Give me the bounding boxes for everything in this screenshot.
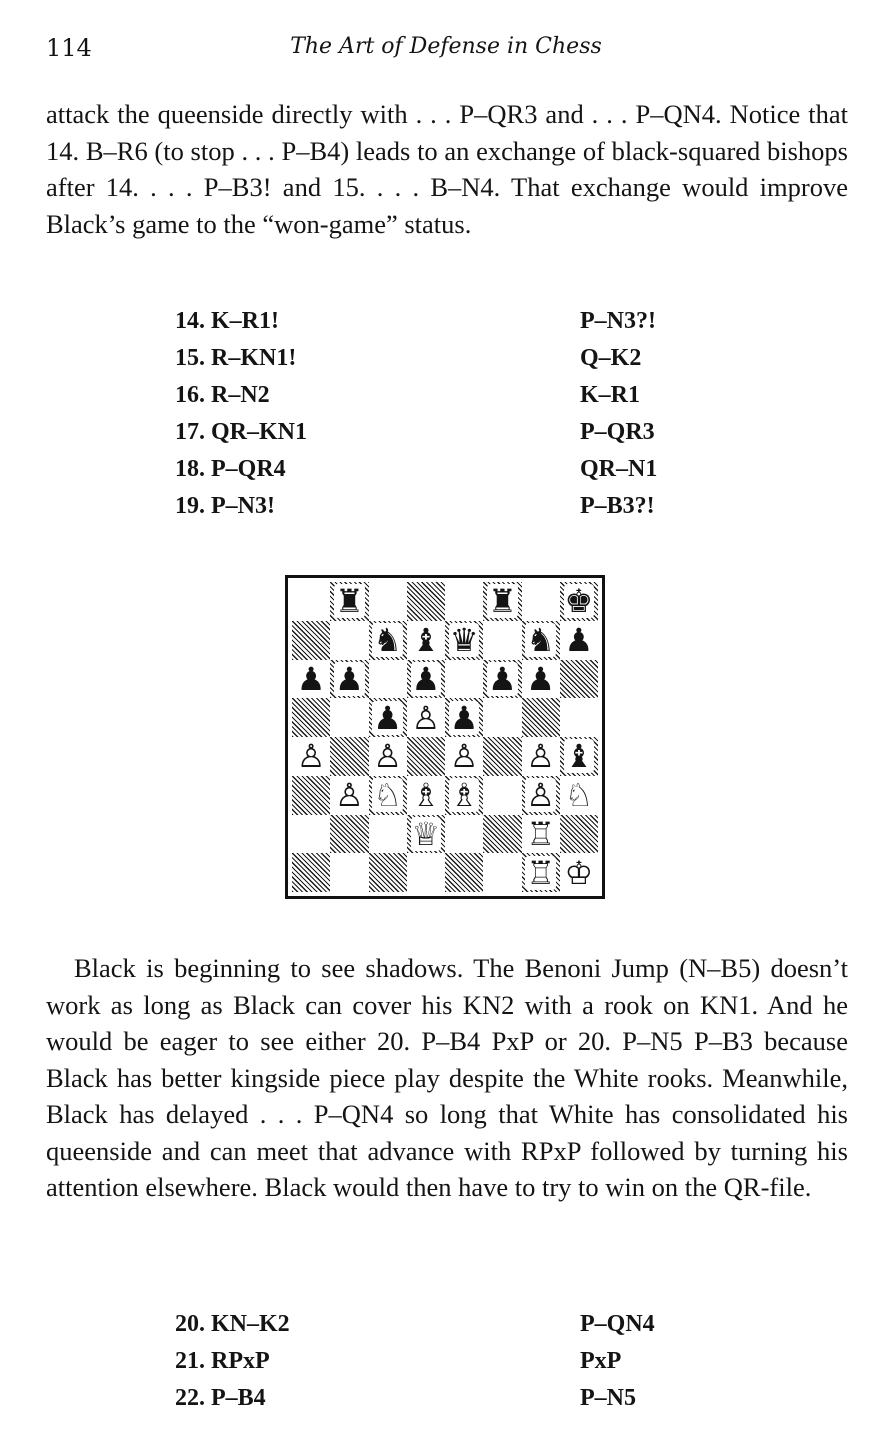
square-g4 bbox=[522, 737, 560, 776]
square-g1 bbox=[522, 853, 560, 892]
black-queen-icon: ♛ bbox=[449, 621, 479, 660]
white-move: 18. P–QR4 bbox=[175, 456, 286, 482]
white-bishop-icon: ♗ bbox=[411, 776, 441, 815]
square-a8 bbox=[292, 582, 330, 621]
square-h2 bbox=[560, 815, 598, 854]
black-move: Q–K2 bbox=[580, 345, 642, 371]
square-d8 bbox=[407, 582, 445, 621]
black-move: P–B3?! bbox=[580, 493, 655, 519]
white-pawn-icon: ♙ bbox=[373, 737, 402, 776]
black-rook-icon: ♜ bbox=[488, 582, 517, 621]
move-row bbox=[175, 488, 735, 525]
square-b5 bbox=[330, 698, 368, 737]
black-move: P–QR3 bbox=[580, 419, 655, 445]
white-knight-icon: ♘ bbox=[564, 776, 594, 815]
square-b7 bbox=[330, 621, 368, 660]
square-a2 bbox=[292, 815, 330, 854]
square-b4 bbox=[330, 737, 368, 776]
square-d2 bbox=[407, 815, 445, 854]
square-a6 bbox=[292, 660, 330, 699]
page-number: 114 bbox=[46, 34, 92, 62]
running-title: The Art of Defense in Chess bbox=[290, 34, 602, 59]
black-pawn-icon: ♟ bbox=[373, 698, 402, 737]
black-knight-icon: ♞ bbox=[373, 621, 402, 660]
square-e5 bbox=[445, 698, 483, 737]
chess-board bbox=[292, 582, 598, 892]
square-f2 bbox=[483, 815, 521, 854]
square-b3 bbox=[330, 776, 368, 815]
white-move: 14. K–R1! bbox=[175, 308, 279, 334]
black-rook-icon: ♜ bbox=[335, 582, 364, 621]
white-rook-icon: ♖ bbox=[526, 853, 555, 892]
white-move: 20. KN–K2 bbox=[175, 1311, 290, 1337]
black-pawn-icon: ♟ bbox=[296, 659, 326, 698]
square-d6 bbox=[407, 660, 445, 699]
black-pawn-icon: ♟ bbox=[488, 659, 517, 698]
white-move: 21. RPxP bbox=[175, 1348, 270, 1374]
black-move: QR–N1 bbox=[580, 456, 658, 482]
square-c3 bbox=[369, 776, 407, 815]
square-d3 bbox=[407, 776, 445, 815]
square-g8 bbox=[522, 582, 560, 621]
square-f5 bbox=[483, 698, 521, 737]
black-pawn-icon: ♟ bbox=[335, 659, 364, 698]
chess-diagram bbox=[285, 575, 605, 899]
white-move: 16. R–N2 bbox=[175, 382, 270, 408]
white-move: 22. P–B4 bbox=[175, 1385, 266, 1411]
black-pawn-icon: ♟ bbox=[564, 621, 594, 660]
square-c1 bbox=[369, 853, 407, 892]
square-c2 bbox=[369, 815, 407, 854]
black-move: P–QN4 bbox=[580, 1311, 655, 1337]
black-king-icon: ♚ bbox=[564, 582, 594, 621]
square-f1 bbox=[483, 853, 521, 892]
white-move: 15. R–KN1! bbox=[175, 345, 297, 371]
black-move: P–N3?! bbox=[580, 308, 656, 334]
square-d4 bbox=[407, 737, 445, 776]
square-b2 bbox=[330, 815, 368, 854]
square-c5 bbox=[369, 698, 407, 737]
white-pawn-icon: ♙ bbox=[296, 737, 326, 776]
square-g2 bbox=[522, 815, 560, 854]
square-h4 bbox=[560, 737, 598, 776]
white-rook-icon: ♖ bbox=[526, 814, 555, 853]
move-row bbox=[175, 1343, 735, 1380]
white-king-icon: ♔ bbox=[564, 853, 594, 892]
white-move: 19. P–N3! bbox=[175, 493, 275, 519]
square-d1 bbox=[407, 853, 445, 892]
square-c6 bbox=[369, 660, 407, 699]
square-g3 bbox=[522, 776, 560, 815]
white-pawn-icon: ♙ bbox=[449, 737, 479, 776]
black-bishop-icon: ♝ bbox=[564, 737, 594, 776]
square-e4 bbox=[445, 737, 483, 776]
square-b8 bbox=[330, 582, 368, 621]
black-knight-icon: ♞ bbox=[526, 621, 555, 660]
square-c8 bbox=[369, 582, 407, 621]
white-pawn-icon: ♙ bbox=[335, 776, 364, 815]
square-f3 bbox=[483, 776, 521, 815]
move-list-1 bbox=[175, 303, 735, 525]
square-f7 bbox=[483, 621, 521, 660]
square-c4 bbox=[369, 737, 407, 776]
square-a5 bbox=[292, 698, 330, 737]
square-e2 bbox=[445, 815, 483, 854]
square-b1 bbox=[330, 853, 368, 892]
square-h1 bbox=[560, 853, 598, 892]
paragraph-analysis: Black is beginning to see shadows. The Benoni Jump (N–B5) doesn’t work as long as Black can cover his KN2 with a rook on KN1. And he would be eager to see either 20. P–B4 PxP or 20. P–N5 P–B3 because Black has better kingside piece play despite the White rooks. Meanwhile, Black has delayed . . . P–QN4 so long that White has consolidated his queenside and can meet that advance with RPxP followed by turning his attention elsewhere. Black would then have to try to win on the QR-file. bbox=[46, 953, 848, 1202]
black-pawn-icon: ♟ bbox=[526, 659, 555, 698]
black-move: K–R1 bbox=[580, 382, 640, 408]
paragraph-intro: attack the queenside directly with . . . P–QR3 and . . . P–QN4. Notice that 14. B–R6 (to stop . . . P–B4) leads to an exchange of black-squared bishops after 14. . . . P–B3! and 15. . . . B–N4. That exchange would improve Black’s game to the “won-game” status. bbox=[46, 99, 848, 239]
move-row bbox=[175, 303, 735, 340]
page-header bbox=[46, 34, 846, 64]
square-h3 bbox=[560, 776, 598, 815]
white-pawn-icon: ♙ bbox=[526, 737, 555, 776]
move-row bbox=[175, 377, 735, 414]
square-g5 bbox=[522, 698, 560, 737]
white-knight-icon: ♘ bbox=[373, 776, 402, 815]
white-pawn-icon: ♙ bbox=[411, 698, 441, 737]
square-e6 bbox=[445, 660, 483, 699]
white-queen-icon: ♕ bbox=[411, 814, 441, 853]
black-pawn-icon: ♟ bbox=[449, 698, 479, 737]
black-move: P–N5 bbox=[580, 1385, 636, 1411]
move-list-2 bbox=[175, 1306, 735, 1417]
square-a1 bbox=[292, 853, 330, 892]
square-g7 bbox=[522, 621, 560, 660]
white-pawn-icon: ♙ bbox=[526, 776, 555, 815]
square-f8 bbox=[483, 582, 521, 621]
move-row bbox=[175, 1306, 735, 1343]
move-row bbox=[175, 1380, 735, 1417]
square-a4 bbox=[292, 737, 330, 776]
square-e3 bbox=[445, 776, 483, 815]
black-move: PxP bbox=[580, 1348, 622, 1374]
square-d7 bbox=[407, 621, 445, 660]
square-h8 bbox=[560, 582, 598, 621]
square-f4 bbox=[483, 737, 521, 776]
black-bishop-icon: ♝ bbox=[411, 621, 441, 660]
square-h7 bbox=[560, 621, 598, 660]
square-a7 bbox=[292, 621, 330, 660]
move-row bbox=[175, 414, 735, 451]
square-h6 bbox=[560, 660, 598, 699]
move-row bbox=[175, 340, 735, 377]
move-row bbox=[175, 451, 735, 488]
square-c7 bbox=[369, 621, 407, 660]
square-e8 bbox=[445, 582, 483, 621]
square-h5 bbox=[560, 698, 598, 737]
square-a3 bbox=[292, 776, 330, 815]
square-e1 bbox=[445, 853, 483, 892]
square-e7 bbox=[445, 621, 483, 660]
white-bishop-icon: ♗ bbox=[449, 776, 479, 815]
square-f6 bbox=[483, 660, 521, 699]
square-b6 bbox=[330, 660, 368, 699]
square-d5 bbox=[407, 698, 445, 737]
white-move: 17. QR–KN1 bbox=[175, 419, 307, 445]
square-g6 bbox=[522, 660, 560, 699]
black-pawn-icon: ♟ bbox=[411, 659, 441, 698]
